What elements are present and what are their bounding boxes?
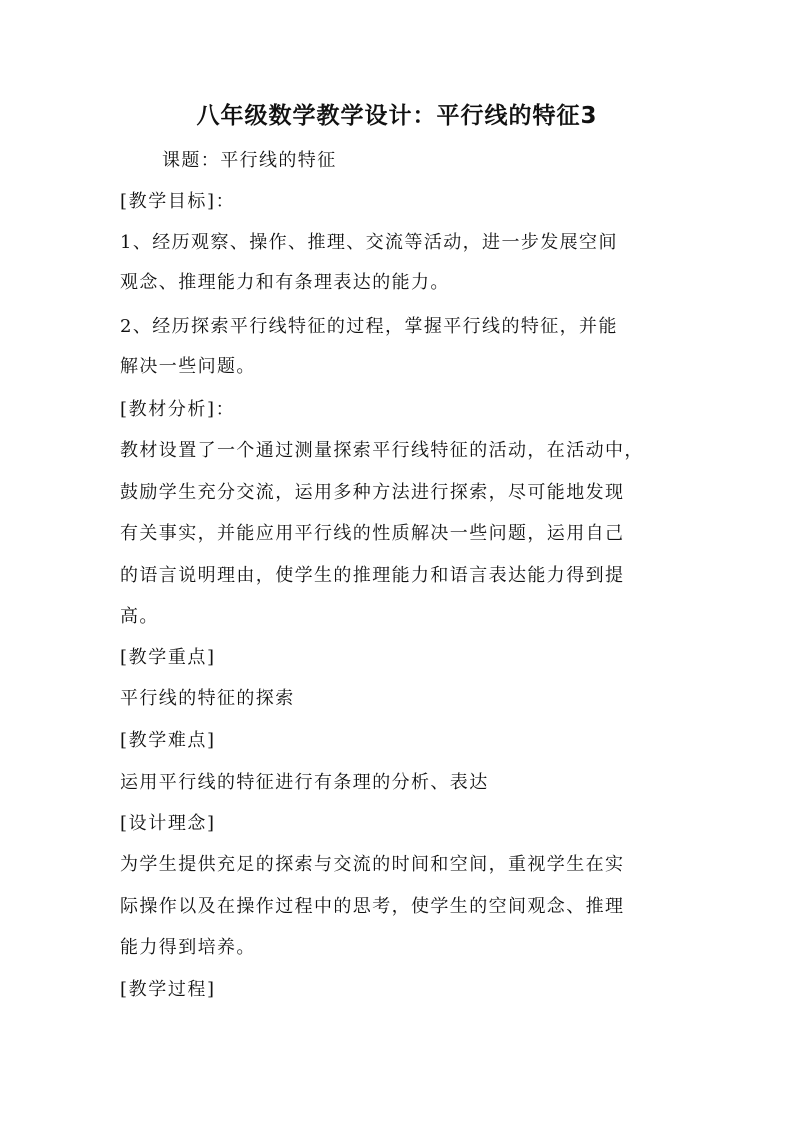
lesson-topic: 课题：平行线的特征: [162, 150, 337, 171]
analysis-line: 教材设置了一个通过测量探索平行线特征的活动，在活动中，: [120, 440, 644, 461]
objectives-line: 1、经历观察、操作、推理、交流等活动，进一步发展空间: [120, 232, 618, 253]
section-heading-objectives: [教学目标]：: [120, 191, 236, 212]
objectives-line: 观念、推理能力和有条理表达的能力。: [120, 272, 450, 293]
section-heading-analysis: [教材分析]：: [120, 399, 236, 420]
section-heading-concept: [设计理念]: [120, 813, 216, 834]
key-point-line: 平行线的特征的探索: [120, 688, 295, 709]
difficulty-line: 运用平行线的特征进行有条理的分析、表达: [120, 772, 489, 793]
section-heading-difficulty: [教学难点]: [120, 730, 216, 751]
analysis-line: 鼓励学生充分交流，运用多种方法进行探索，尽可能地发现: [120, 482, 625, 503]
section-heading-key-point: [教学重点]: [120, 647, 216, 668]
document-title: 八年级数学教学设计：平行线的特征3: [196, 103, 598, 129]
analysis-line: 高。: [120, 606, 159, 627]
analysis-line: 的语言说明理由，使学生的推理能力和语言表达能力得到提: [120, 565, 625, 586]
analysis-line: 有关事实，并能应用平行线的性质解决一些问题，运用自己: [120, 523, 625, 544]
objectives-line: 2、经历探索平行线特征的过程，掌握平行线的特征，并能: [120, 316, 618, 337]
concept-line: 际操作以及在操作过程中的思考，使学生的空间观念、推理: [120, 896, 625, 917]
concept-line: 能力得到培养。: [120, 937, 256, 958]
section-heading-process: [教学过程]: [120, 979, 216, 1000]
concept-line: 为学生提供充足的探索与交流的时间和空间，重视学生在实: [120, 854, 625, 875]
objectives-line: 解决一些问题。: [120, 356, 256, 377]
